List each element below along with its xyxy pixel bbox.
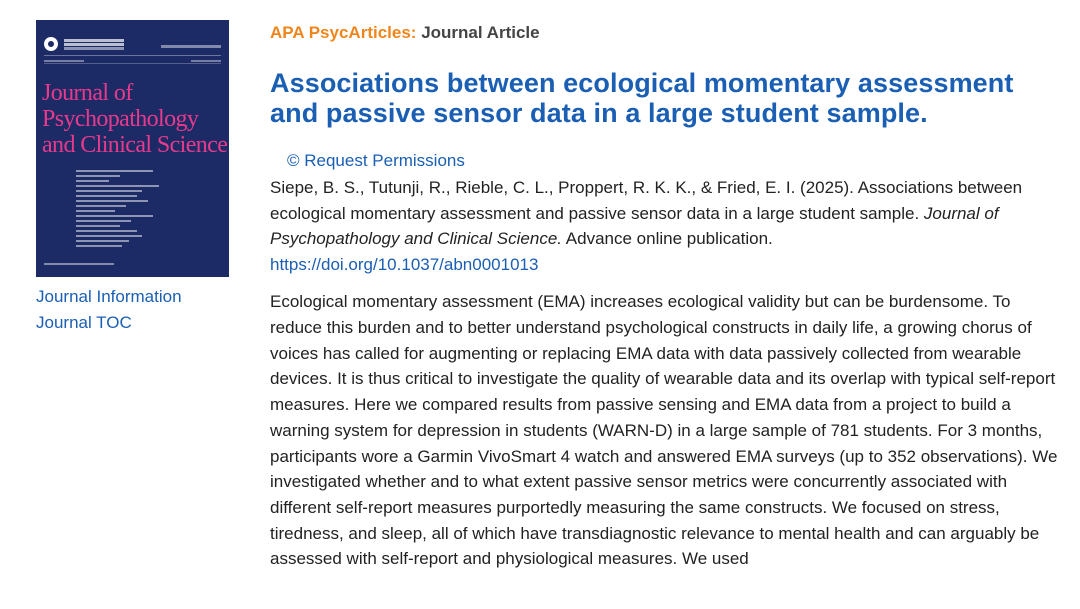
journal-information-link[interactable]: Journal Information	[36, 287, 182, 306]
journal-cover-image[interactable]	[36, 20, 229, 277]
cover-title-line: Journal of	[42, 80, 133, 106]
article-title: Associations between ecological momentary assessment and passive sensor data in a large student sample.	[270, 68, 1014, 128]
cover-volume-text	[161, 45, 221, 48]
article-main	[270, 20, 1062, 572]
journal-toc-link[interactable]: Journal TOC	[36, 313, 132, 332]
apa-logo-icon	[44, 37, 58, 51]
cover-title-line: Psychopathology	[42, 106, 199, 132]
citation-authors: Siepe, B. S., Tutunji, R., Rieble, C. L., Proppert, R. K. K., & Fried, E. I. (2025). Associations between ecological momentary assessment and passive sensor data in a large student sample.	[270, 178, 1023, 223]
cover-header	[44, 37, 221, 56]
citation-status: Advance online publication.	[562, 229, 773, 249]
article-type: Journal Article	[421, 23, 540, 42]
request-permissions-link[interactable]: © Request Permissions	[287, 151, 465, 170]
journal-links	[36, 284, 229, 336]
database-label: APA PsycArticles:	[270, 23, 417, 42]
cover-title-line: and Clinical Science	[42, 132, 228, 158]
cover-editorial-board	[76, 170, 186, 250]
cover-publisher-text	[64, 39, 124, 42]
doi-link[interactable]: https://doi.org/10.1037/abn0001013	[270, 254, 539, 274]
cover-subheader	[44, 60, 221, 64]
abstract: Ecological momentary assessment (EMA) increases ecological validity but can be burdensome. To reduce this burden and to better understand psychological constructs in daily life, a growing chorus of voices has called for augmenting or replacing EMA data with data passively collected from wearable devices. It is thus critical to investigate the quality of wearable data and its overlap with typical self-report measures. Here we compared results from passive sensing and EMA data from a project to build a warning system for depression in students (WARN-D) in a large sample of 781 students. For 3 months, participants wore a Garmin VivoSmart 4 watch and answered EMA surveys (up to 352 observations). We investigated whether and to what extent passive sensor metrics were concurrently associated with different self-report measures purportedly measuring the same constructs. We focused on stress, tiredness, and sleep, all of which have transdiagnostic relevance to mental health and can arguably be assessed with self-report and physiological measures. We used	[270, 292, 1058, 569]
left-column	[36, 20, 229, 336]
cover-url-text	[44, 263, 114, 265]
citation	[270, 175, 1062, 277]
citation-journal: Journal of Psychopathology and Clinical Science.	[270, 203, 999, 249]
article-source	[270, 20, 1062, 46]
cover-journal-title	[42, 80, 228, 158]
